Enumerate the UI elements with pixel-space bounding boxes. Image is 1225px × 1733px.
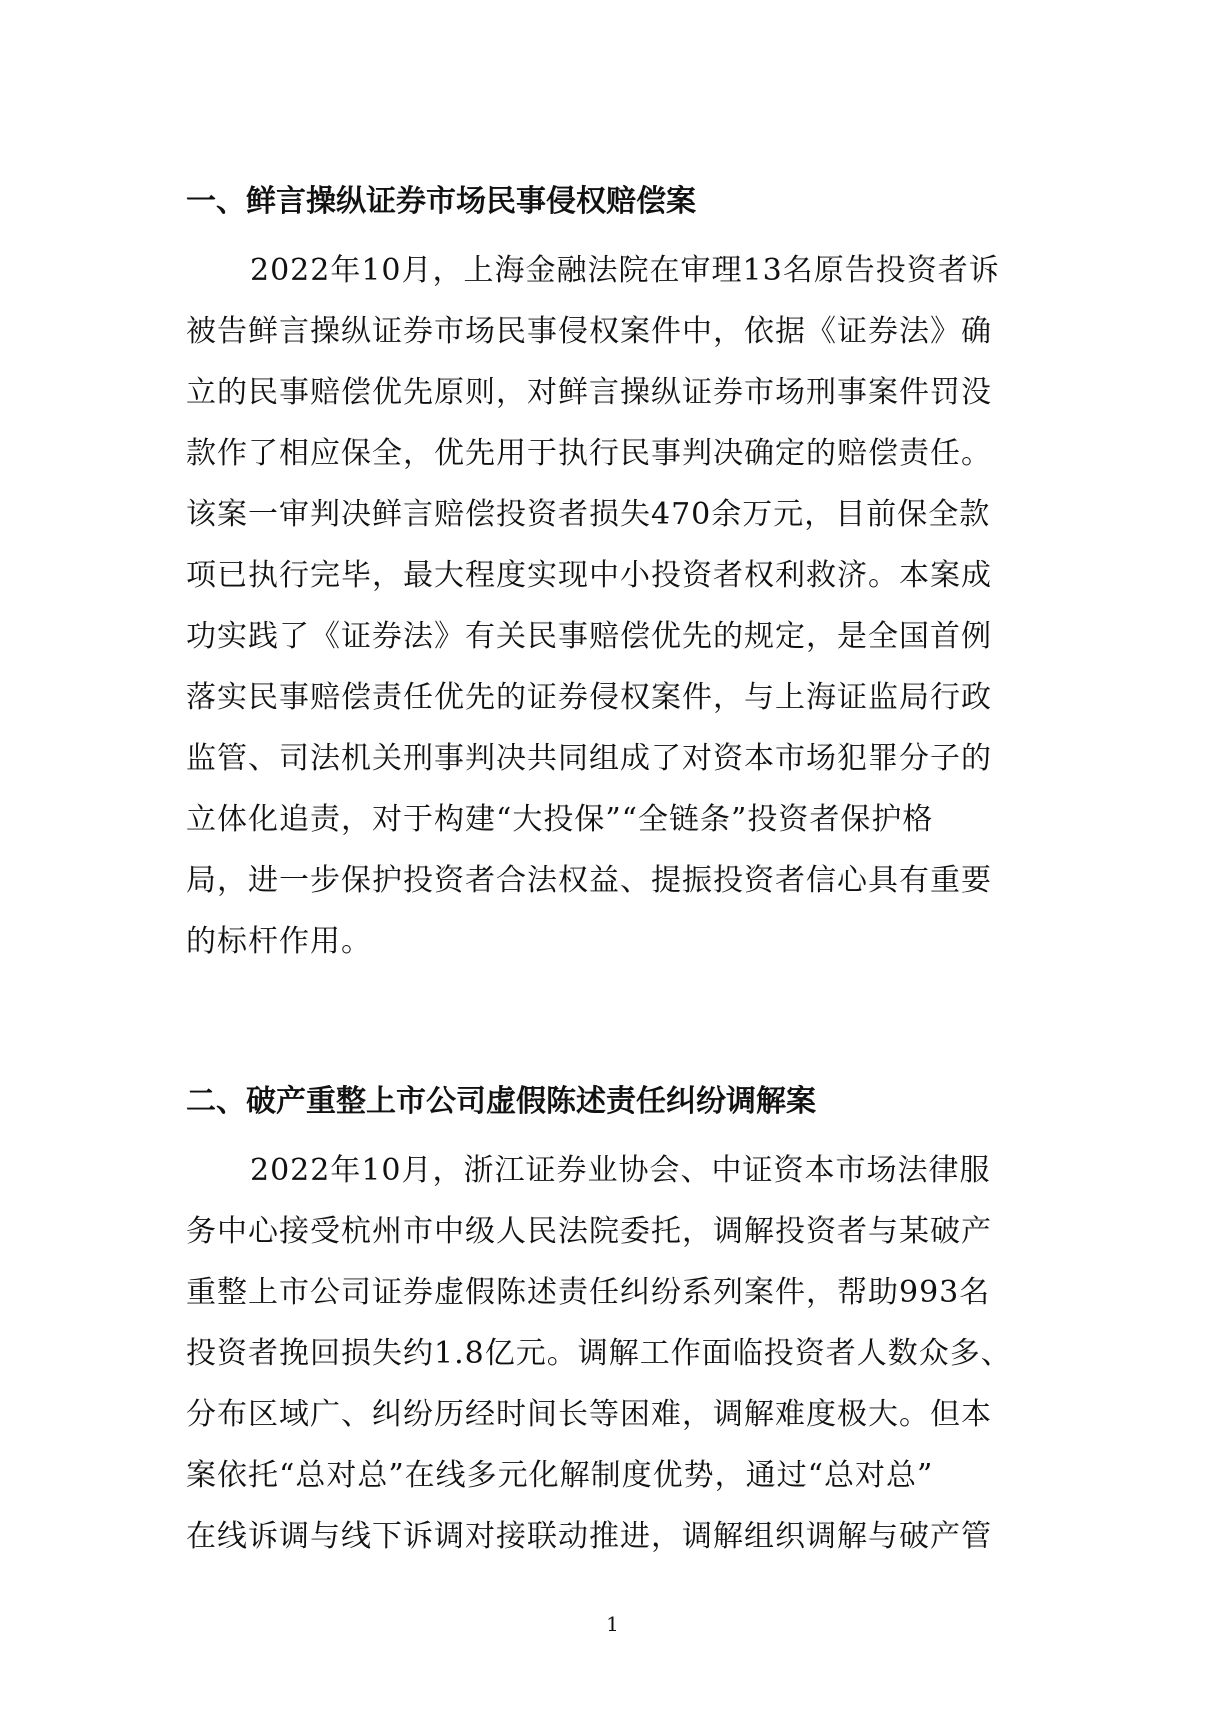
section-2-paragraph: [186, 1140, 1040, 1567]
paragraph-line: 投资者挽回损失约1.8亿元。调解工作面临投资者人数众多、: [186, 1336, 1012, 1371]
paragraph-line: 局，进一步保护投资者合法权益、提振投资者信心具有重要: [186, 863, 992, 898]
paragraph-line: 2022年10月，上海金融法院在审理13名原告投资者诉: [250, 253, 1000, 288]
paragraph-line: 立的民事赔偿优先原则，对鲜言操纵证券市场刑事案件罚没: [186, 375, 992, 410]
paragraph-line: 重整上市公司证券虚假陈述责任纠纷系列案件，帮助993名: [186, 1275, 991, 1310]
paragraph-line: 被告鲜言操纵证券市场民事侵权案件中，依据《证券法》确: [186, 314, 992, 349]
paragraph-line: 功实践了《证券法》有关民事赔偿优先的规定，是全国首例: [186, 619, 992, 654]
page-number: 1: [606, 1612, 619, 1636]
paragraph-line: 的标杆作用。: [186, 924, 372, 959]
paragraph-line: 务中心接受杭州市中级人民法院委托，调解投资者与某破产: [186, 1214, 992, 1249]
paragraph-line: 2022年10月，浙江证券业协会、中证资本市场法律服: [250, 1153, 991, 1188]
paragraph-line: 分布区域广、纠纷历经时间长等困难，调解难度极大。但本: [186, 1397, 992, 1432]
paragraph-line: 在线诉调与线下诉调对接联动推进，调解组织调解与破产管: [186, 1519, 992, 1554]
section-2-heading: 二、破产重整上市公司虚假陈述责任纠纷调解案: [186, 1084, 816, 1119]
paragraph-line: 案依托“总对总”在线多元化解制度优势，通过“总对总”: [186, 1458, 934, 1493]
section-1-paragraph: [186, 240, 1040, 972]
paragraph-line: 落实民事赔偿责任优先的证券侵权案件，与上海证监局行政: [186, 680, 992, 715]
paragraph-line: 款作了相应保全，优先用于执行民事判决确定的赔偿责任。: [186, 436, 992, 471]
paragraph-line: 监管、司法机关刑事判决共同组成了对资本市场犯罪分子的: [186, 741, 992, 776]
paragraph-line: 立体化追责，对于构建“大投保”“全链条”投资者保护格: [186, 802, 934, 837]
section-1-heading: 一、鲜言操纵证券市场民事侵权赔偿案: [186, 184, 696, 219]
paragraph-line: 该案一审判决鲜言赔偿投资者损失470余万元，目前保全款: [186, 497, 991, 532]
paragraph-line: 项已执行完毕，最大程度实现中小投资者权利救济。本案成: [186, 558, 992, 593]
